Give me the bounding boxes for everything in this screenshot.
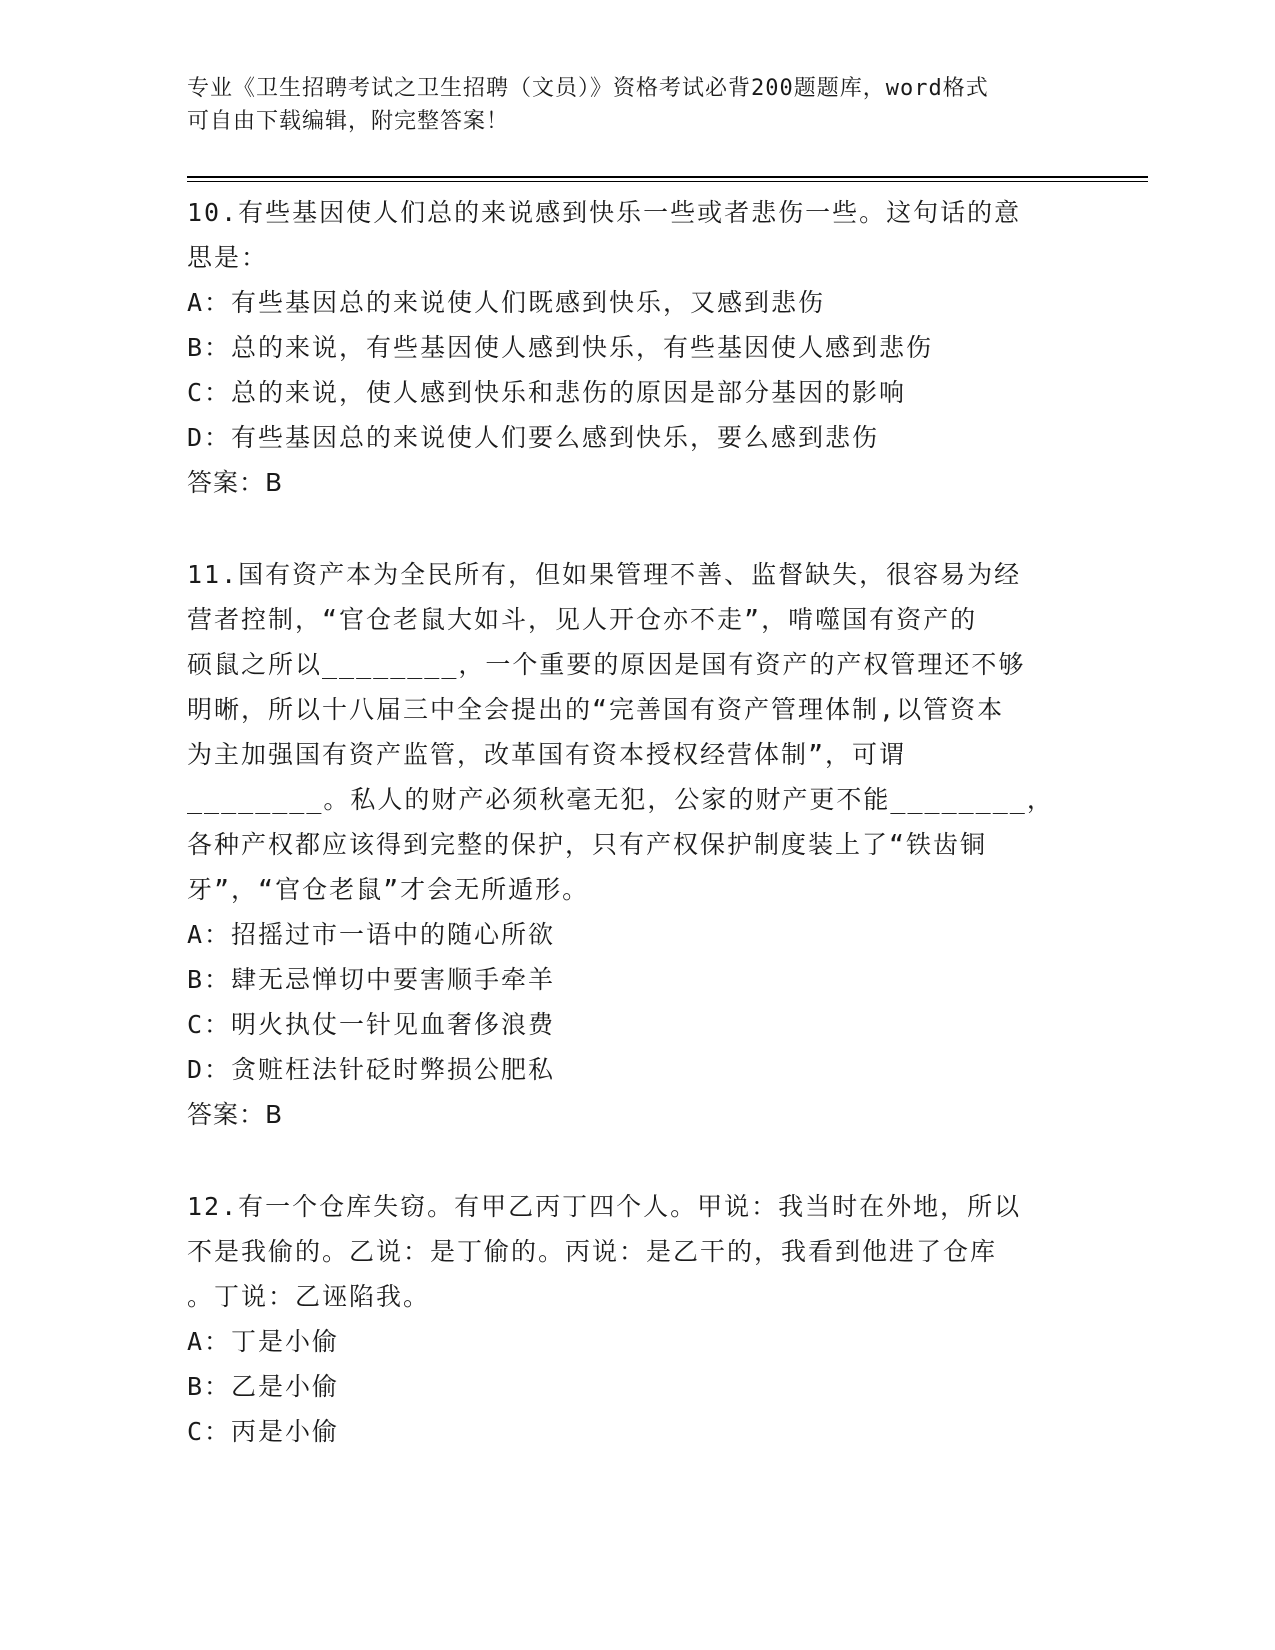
question-gap <box>187 1137 1087 1184</box>
option-c: C：明火执仗一针见血奢侈浪费 <box>187 1010 556 1039</box>
question-stem-line: 11.国有资产本为全民所有，但如果管理不善、监督缺失，很容易为经 <box>187 560 1022 589</box>
question-stem-line: 牙”，“官仓老鼠”才会无所遁形。 <box>187 875 590 904</box>
question-stem-line: 硕鼠之所以________，一个重要的原因是国有资产的产权管理还不够 <box>187 650 1026 679</box>
answer: 答案：B <box>187 1100 284 1129</box>
question-stem-line: 不是我偷的。乙说：是丁偷的。丙说：是乙干的，我看到他进了仓库 <box>187 1237 998 1266</box>
option-b: B：乙是小偷 <box>187 1372 340 1401</box>
question-stem-line: 12.有一个仓库失窃。有甲乙丙丁四个人。甲说：我当时在外地，所以 <box>187 1192 1022 1221</box>
option-c: C：总的来说，使人感到快乐和悲伤的原因是部分基因的影响 <box>187 378 907 407</box>
option-a: A：有些基因总的来说使人们既感到快乐，又感到悲伤 <box>187 288 826 317</box>
question-stem-line: 明晰，所以十八届三中全会提出的“完善国有资产管理体制,以管资本 <box>187 695 1005 724</box>
question-stem-line: 营者控制，“官仓老鼠大如斗，见人开仓亦不走”，啃噬国有资产的 <box>187 605 978 634</box>
option-b: B：总的来说，有些基因使人感到快乐，有些基因使人感到悲伤 <box>187 333 934 362</box>
question-stem-line: 10.有些基因使人们总的来说感到快乐一些或者悲伤一些。这句话的意 <box>187 198 1022 227</box>
question-stem-line: 各种产权都应该得到完整的保护，只有产权保护制度装上了“铁齿铜 <box>187 830 988 859</box>
question-gap <box>187 505 1087 552</box>
option-d: D：贪赃枉法针砭时弊损公肥私 <box>187 1055 556 1084</box>
question-stem-line: ________。私人的财产必须秋毫无犯，公家的财产更不能________， <box>187 785 1054 814</box>
document-header <box>187 72 1087 138</box>
question-10 <box>187 190 1087 505</box>
option-a: A：丁是小偷 <box>187 1327 340 1356</box>
question-12 <box>187 1184 1087 1454</box>
question-stem-line: 。丁说：乙诬陷我。 <box>187 1282 431 1311</box>
answer: 答案：B <box>187 468 284 497</box>
option-a: A：招摇过市一语中的随心所欲 <box>187 920 556 949</box>
option-c: C：丙是小偷 <box>187 1417 340 1446</box>
option-b: B：肆无忌惮切中要害顺手牵羊 <box>187 965 556 994</box>
header-rule-thin <box>187 181 1148 182</box>
header-rule-thick <box>187 176 1148 178</box>
option-d: D：有些基因总的来说使人们要么感到快乐，要么感到悲伤 <box>187 423 880 452</box>
header-line-2: 可自由下载编辑，附完整答案！ <box>187 109 510 134</box>
header-line-1: 专业《卫生招聘考试之卫生招聘（文员）》资格考试必背200题题库，word格式 <box>187 76 989 101</box>
question-11 <box>187 552 1087 1137</box>
question-stem-line: 思是： <box>187 243 269 272</box>
question-list <box>187 190 1087 1454</box>
question-stem-line: 为主加强国有资产监管，改革国有资本授权经营体制”，可谓 <box>187 740 907 769</box>
